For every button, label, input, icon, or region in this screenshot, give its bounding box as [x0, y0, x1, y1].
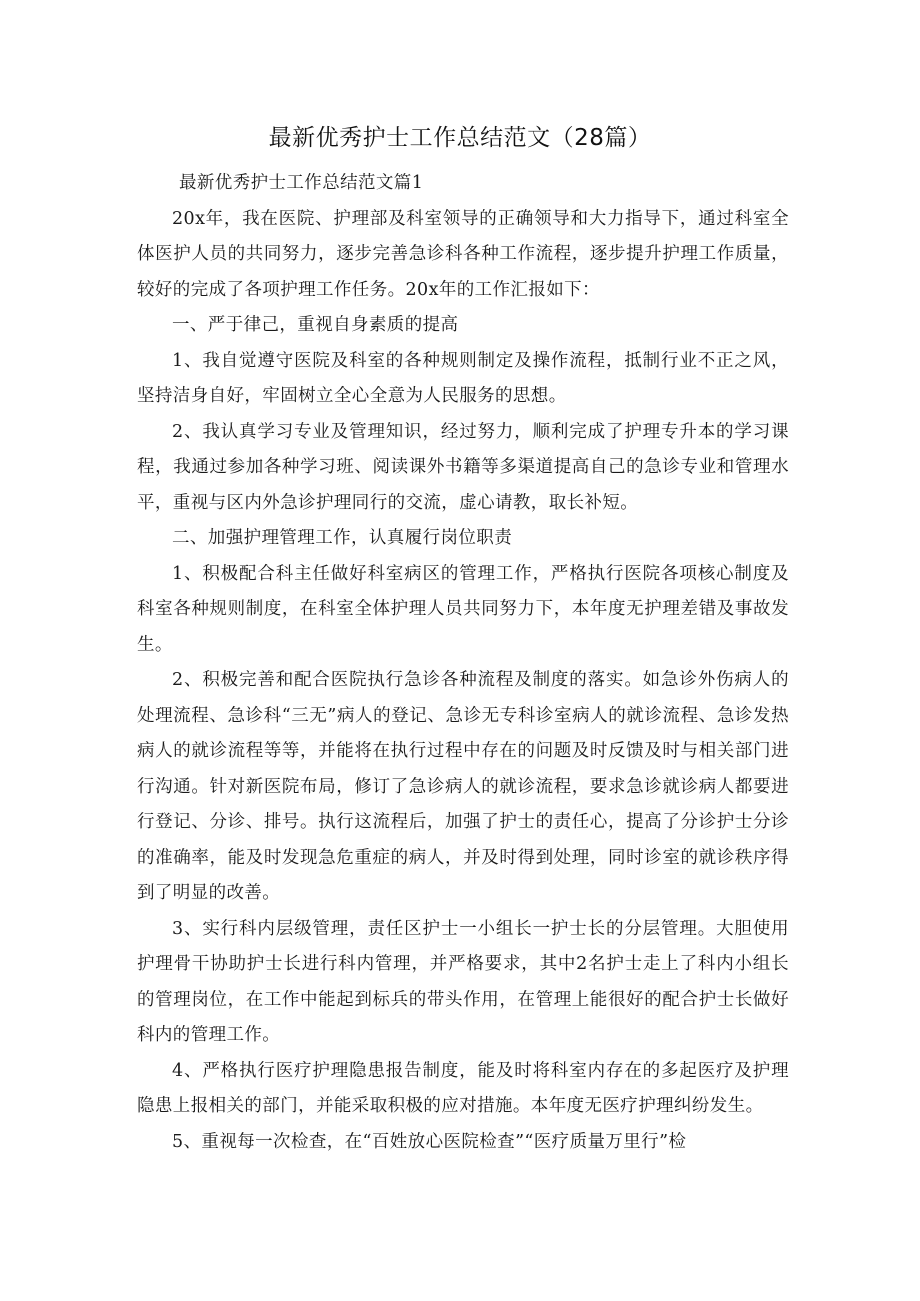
paragraph: 2、我认真学习专业及管理知识，经过努力，顺利完成了护理专升本的学习课程，我通过参加各种学习班、阅读课外书籍等多渠道提高自己的急诊专业和管理水平，重视与区内外急诊护理同行的交流，虚心请教，取长补短。 — [137, 421, 789, 513]
section-heading: 二、加强护理管理工作，认真履行岗位职责 — [172, 528, 513, 548]
section-heading: 一、严于律己，重视自身素质的提高 — [172, 315, 459, 335]
paragraph: 3、实行科内层级管理，责任区护士一小组长一护士长的分层管理。大胆使用护理骨干协助护士长进行科内管理，并严格要求，其中2名护士走上了科内小组长的管理岗位，在工作中能起到标兵的带头作用，在管理上能很好的配合护士长做好科内的管理工作。 — [137, 918, 789, 1045]
paragraph: 2、积极完善和配合医院执行急诊各种流程及制度的落实。如急诊外伤病人的处理流程、急诊科“三无”病人的登记、急诊无专科诊室病人的就诊流程、急诊发热病人的就诊流程等等，并能将在执行过程中存在的问题及时反馈及时与相关部门进行沟通。针对新医院布局，修订了急诊病人的就诊流程，要求急诊就诊病人都要进行登记、分诊、排号。执行这流程后，加强了护士的责任心，提高了分诊护士分诊的准确率，能及时发现急危重症的病人，并及时得到处理，同时诊室的就诊秩序得到了明显的改善。 — [137, 670, 789, 903]
paragraph: 1、积极配合科主任做好科室病区的管理工作，严格执行医院各项核心制度及科室各种规则制度，在科室全体护理人员共同努力下，本年度无护理差错及事故发生。 — [137, 563, 789, 655]
paragraph: 20x年，我在医院、护理部及科室领导的正确领导和大力指导下，通过科室全体医护人员的共同努力，逐步完善急诊科各种工作流程，逐步提升护理工作质量，较好的完成了各项护理工作任务。20x年的工作汇报如下： — [137, 208, 789, 300]
section-heading: 最新优秀护士工作总结范文篇1 — [179, 173, 424, 193]
document-title: 最新优秀护士工作总结范文（28篇） — [268, 125, 652, 151]
paragraph: 5、重视每一次检查，在“百姓放心医院检查”“医疗质量万里行”检 — [172, 1131, 687, 1152]
document-body — [137, 166, 789, 1160]
paragraph: 1、我自觉遵守医院及科室的各种规则制定及操作流程，抵制行业不正之风，坚持洁身自好，牢固树立全心全意为人民服务的思想。 — [137, 350, 789, 406]
paragraph: 4、严格执行医疗护理隐患报告制度，能及时将科室内存在的多起医疗及护理隐患上报相关的部门，并能采取积极的应对措施。本年度无医疗护理纠纷发生。 — [137, 1060, 789, 1116]
